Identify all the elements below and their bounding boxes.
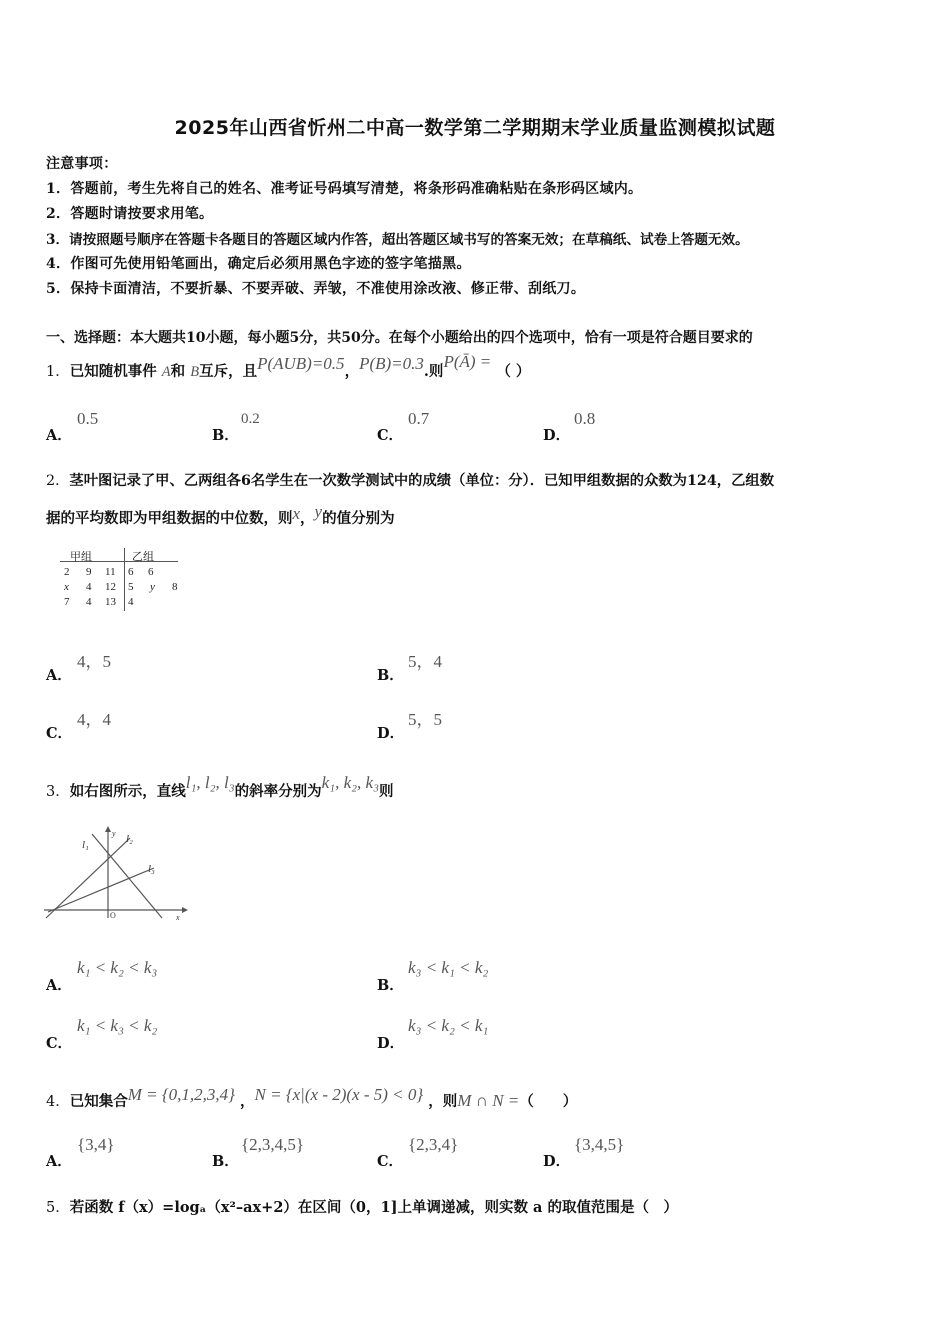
stem-leaf-cell: 7 bbox=[64, 596, 70, 608]
q3-line-figure bbox=[42, 824, 192, 920]
q2-number: 2． bbox=[46, 473, 70, 489]
q1-option-c-label: C． bbox=[377, 427, 404, 444]
q3-option-b-value: k₃ < k₁ < k₂ bbox=[408, 958, 489, 977]
stem-leaf-cell: 4 bbox=[128, 596, 134, 608]
q3-option-c-label: C． bbox=[46, 1035, 73, 1052]
q1-event-a: A bbox=[161, 364, 171, 380]
q4-option-a-value: {3,4} bbox=[77, 1135, 115, 1154]
notice-item-5: 5．保持卡面清洁，不要折暴、不要弄破、弄皱，不准使用涂改液、修正带、刮纸刀。 bbox=[46, 281, 586, 297]
q2-var-y: y bbox=[314, 502, 323, 521]
q1-text-2: 和 bbox=[170, 363, 186, 380]
q1-option-b-label: B． bbox=[212, 427, 239, 444]
q3-number: 3． bbox=[46, 784, 70, 800]
q4-option-c-label: C． bbox=[377, 1153, 404, 1170]
q1-option-d-value: 0.8 bbox=[574, 409, 596, 428]
q2-option-d-value: 5，5 bbox=[408, 710, 442, 729]
q4-math-set-m: M = {0,1,2,3,4} bbox=[127, 1085, 235, 1104]
q2-option-b-value: 5，4 bbox=[408, 652, 442, 671]
question-5 bbox=[46, 1196, 678, 1217]
stem-leaf-cell: y bbox=[150, 581, 155, 593]
label-l1: l₁ bbox=[82, 839, 89, 851]
q2-var-x: x bbox=[292, 504, 301, 523]
stem-leaf-cell: 6 bbox=[128, 566, 134, 578]
q2-option-b-label: B． bbox=[377, 667, 404, 684]
stem-head-left: 甲组 bbox=[70, 551, 92, 563]
y-axis-arrow-icon bbox=[105, 826, 111, 832]
q1-text-4: .则 bbox=[423, 363, 444, 380]
q3-option-a-value: k₁ < k₂ < k₃ bbox=[77, 958, 158, 977]
q4-option-d-value: {3,4,5} bbox=[574, 1135, 625, 1154]
q4-math-intersection: M ∩ N = bbox=[457, 1091, 520, 1110]
q2-option-c-label: C． bbox=[46, 725, 73, 742]
q1-text-1: 已知随机事件 bbox=[69, 363, 157, 380]
stem-leaf-cell: x bbox=[64, 581, 69, 593]
q4-option-b-value: {2,3,4,5} bbox=[241, 1135, 305, 1154]
label-origin: O bbox=[110, 911, 116, 920]
q2-option-a-value: 4，5 bbox=[77, 652, 111, 671]
q3-option-c-value: k₁ < k₃ < k₂ bbox=[77, 1016, 158, 1035]
page-title: 2025年山西省忻州二中高一数学第二学期期末学业质量监测模拟试题 bbox=[174, 117, 776, 139]
notice-item-2: 2．答题时请按要求用笔。 bbox=[46, 206, 214, 222]
q4-option-c-value: {2,3,4} bbox=[408, 1135, 459, 1154]
q3-text-2: 的斜率分别为 bbox=[234, 783, 322, 800]
notice-item-4: 4．作图可先使用铅笔画出，确定后必须用黑色字迹的签字笔描黑。 bbox=[46, 256, 471, 272]
stem-leaf-cell: 6 bbox=[148, 566, 154, 578]
x-axis-arrow-icon bbox=[182, 907, 188, 913]
q1-option-d-label: D． bbox=[543, 427, 571, 444]
q3-text-3: 则 bbox=[379, 783, 394, 800]
stem-leaf-cell: 4 bbox=[86, 596, 92, 608]
q1-event-b: B bbox=[190, 364, 200, 380]
label-l2: l₂ bbox=[126, 833, 133, 845]
q3-option-d-label: D． bbox=[377, 1035, 405, 1052]
q2-option-c-value: 4，4 bbox=[77, 710, 111, 729]
q2-text-1: 茎叶图记录了甲、乙两组各6名学生在一次数学测试中的成绩（单位：分）．已知甲组数据的众数为124，乙组数 bbox=[69, 473, 774, 489]
q4-paren: （ ） bbox=[519, 1093, 578, 1110]
q1-option-b-value: 0.2 bbox=[241, 411, 260, 427]
stem-leaf-cell: 8 bbox=[172, 581, 178, 593]
q5-number: 5． bbox=[46, 1200, 70, 1216]
line-l1 bbox=[92, 834, 162, 918]
q2-text-3: 的值分别为 bbox=[322, 510, 395, 527]
stem-leaf-cell: 5 bbox=[128, 581, 134, 593]
stem-leaf-cell: 9 bbox=[86, 566, 92, 578]
q1-option-a-value: 0.5 bbox=[77, 409, 99, 428]
q1-paren: （ ） bbox=[496, 363, 531, 380]
q3-math-lines: l₁, l₂, l₃ bbox=[185, 773, 235, 792]
q4-option-d-label: D． bbox=[543, 1153, 571, 1170]
stem-leaf-divider bbox=[124, 548, 125, 611]
notice-item-3: 3．请按照题号顺序在答题卡各题目的答题区域内作答，超出答题区域书写的答案无效；在草稿纸、试卷上答题无效。 bbox=[46, 232, 749, 248]
q4-math-set-n: N = {x|(x - 2)(x - 5) < 0} bbox=[254, 1085, 424, 1104]
q1-comma: ， bbox=[344, 363, 360, 380]
q2-text-2: 据的平均数即为甲组数据的中位数，则 bbox=[46, 510, 293, 527]
stem-leaf-plot bbox=[60, 548, 190, 612]
q1-option-c-value: 0.7 bbox=[408, 409, 430, 428]
q1-math-union: P(AUB)=0.5 bbox=[257, 354, 345, 373]
q2-option-a-label: A． bbox=[46, 667, 72, 684]
q1-number: 1． bbox=[46, 364, 70, 380]
q3-text-1: 如右图所示，直线 bbox=[69, 783, 186, 800]
question-3 bbox=[46, 773, 394, 801]
q2-option-d-label: D． bbox=[377, 725, 405, 742]
question-2-line-1 bbox=[46, 470, 774, 490]
stem-head-right: 乙组 bbox=[132, 551, 154, 563]
q1-text-3: 互斥，且 bbox=[199, 363, 258, 380]
q5-text: 若函数 f（x）=logₐ（x²–ax+2）在区间（0，1]上单调递减，则实数 a 的取值范围是（ ） bbox=[69, 1199, 678, 1216]
question-4 bbox=[46, 1085, 578, 1111]
q1-math-pb: P(B)=0.3 bbox=[359, 354, 424, 373]
label-l3: l₃ bbox=[148, 863, 155, 875]
q1-option-a-label: A． bbox=[46, 427, 72, 444]
q4-option-a-label: A． bbox=[46, 1153, 72, 1170]
q3-option-b-label: B． bbox=[377, 977, 404, 994]
stem-leaf-cell: 4 bbox=[86, 581, 92, 593]
q2-sep: ， bbox=[300, 510, 315, 527]
q3-option-a-label: A． bbox=[46, 977, 72, 994]
stem-leaf-cell: 2 bbox=[64, 566, 70, 578]
notice-heading: 注意事项： bbox=[46, 156, 118, 172]
q3-option-d-value: k₃ < k₂ < k₁ bbox=[408, 1016, 489, 1035]
label-y: y bbox=[112, 829, 116, 838]
q1-math-pa: P(Ā) = bbox=[443, 352, 492, 371]
q4-text-1: 已知集合 bbox=[69, 1093, 128, 1110]
question-2-line-2 bbox=[46, 502, 395, 528]
q4-text-2: ，则 bbox=[428, 1093, 458, 1110]
q3-math-slopes: k₁, k₂, k₃ bbox=[321, 773, 380, 792]
q4-comma: ， bbox=[240, 1093, 255, 1110]
q4-option-b-label: B． bbox=[212, 1153, 239, 1170]
section-heading: 一、选择题：本大题共10小题，每小题5分，共50分。在每个小题给出的四个选项中，恰有一项是符合题目要求的 bbox=[46, 330, 753, 346]
q4-number: 4． bbox=[46, 1094, 70, 1110]
stem-value: 12 bbox=[105, 581, 116, 593]
label-x: x bbox=[176, 913, 180, 920]
notice-item-1: 1．答题前，考生先将自己的姓名、准考证号码填写清楚，将条形码准确粘贴在条形码区域内。 bbox=[46, 181, 643, 197]
stem-value: 11 bbox=[105, 566, 116, 578]
question-1 bbox=[46, 352, 531, 381]
stem-value: 13 bbox=[105, 596, 116, 608]
